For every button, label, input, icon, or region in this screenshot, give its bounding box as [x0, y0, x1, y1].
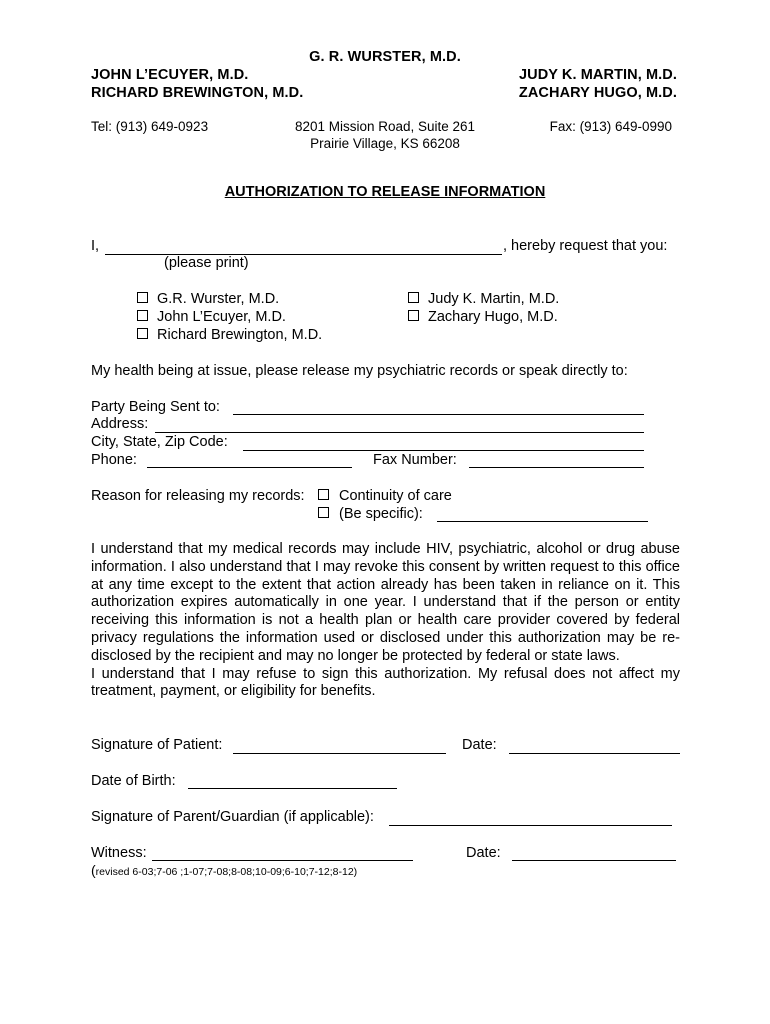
date-label-2: Date:	[466, 845, 501, 861]
header-fax: Fax: (913) 649-0990	[549, 119, 672, 134]
header-address-1: 8201 Mission Road, Suite 261	[294, 119, 476, 134]
date-input-line-2[interactable]	[512, 860, 676, 861]
witness-signature-line[interactable]	[152, 860, 413, 861]
request-suffix: , hereby request that you:	[503, 238, 668, 254]
fax-label: Fax Number:	[373, 452, 457, 468]
doctor-options-right	[408, 290, 559, 326]
header-right-doctor-2: ZACHARY HUGO, M.D.	[518, 85, 677, 101]
please-print-hint: (please print)	[164, 255, 249, 271]
phone-input-line[interactable]	[147, 467, 352, 468]
checkbox-icon[interactable]	[408, 292, 419, 303]
checkbox-icon[interactable]	[137, 328, 148, 339]
city-state-zip-input-line[interactable]	[243, 450, 644, 451]
patient-signature-label: Signature of Patient:	[91, 737, 223, 753]
party-input-line[interactable]	[233, 414, 644, 415]
header-left-doctor-1: JOHN L’ECUYER, M.D.	[91, 67, 249, 83]
release-statement: My health being at issue, please release my psychiatric records or speak directly to:	[91, 363, 628, 379]
witness-label: Witness:	[91, 845, 147, 861]
dob-label: Date of Birth:	[91, 773, 176, 789]
date-label-1: Date:	[462, 737, 497, 753]
doctor-options-left	[137, 290, 322, 344]
consent-text	[91, 541, 680, 701]
party-label: Party Being Sent to:	[91, 399, 220, 415]
checkbox-icon[interactable]	[318, 489, 329, 500]
consent-paragraph-2: I understand that I may refuse to sign this authorization. My refusal does not affect my treatment, payment, or eligibility for benefits.	[91, 665, 680, 700]
header-left-doctor-2: RICHARD BREWINGTON, M.D.	[91, 85, 304, 101]
header-address-2: Prairie Village, KS 66208	[310, 136, 460, 151]
address-label: Address:	[91, 416, 149, 432]
header-right-doctor-1: JUDY K. MARTIN, M.D.	[518, 67, 677, 83]
option-hugo[interactable]: Zachary Hugo, M.D.	[408, 308, 559, 326]
option-martin[interactable]: Judy K. Martin, M.D.	[408, 290, 559, 308]
guardian-signature-line[interactable]	[389, 825, 672, 826]
option-brewington[interactable]: Richard Brewington, M.D.	[137, 326, 322, 344]
header-center-doctor: G. R. WURSTER, M.D.	[309, 49, 461, 65]
checkbox-icon[interactable]	[137, 310, 148, 321]
reason-specific-input-line[interactable]	[437, 521, 648, 522]
request-prefix: I,	[91, 238, 100, 254]
document-title: AUTHORIZATION TO RELEASE INFORMATION	[224, 184, 546, 200]
city-state-zip-label: City, State, Zip Code:	[91, 434, 228, 450]
reason-option-continuity[interactable]: Continuity of care	[318, 488, 452, 504]
guardian-signature-label: Signature of Parent/Guardian (if applicable):	[91, 809, 374, 825]
patient-signature-line[interactable]	[233, 753, 446, 754]
checkbox-icon[interactable]	[137, 292, 148, 303]
consent-paragraph-1: I understand that my medical records may include HIV, psychiatric, alcohol or drug abuse information. I also understand that I may revoke this consent by written request to this office at any time except to the extent that action already has been taken in reliance on it. This authorization expires automatically in one year. I understand that if the person or entity receiving this information is not a health plan or health care provider covered by federal privacy regulations the information used or disclosed under this authorization may be re-disclosed by the recipient and may no longer be protected by federal or state laws.	[91, 541, 680, 664]
date-input-line-1[interactable]	[509, 753, 680, 754]
checkbox-icon[interactable]	[318, 507, 329, 518]
reason-option-specific[interactable]: (Be specific):	[318, 506, 423, 522]
option-lecuyer[interactable]: John L’Ecuyer, M.D.	[137, 308, 322, 326]
header-tel: Tel: (913) 649-0923	[91, 119, 209, 134]
fax-input-line[interactable]	[469, 467, 644, 468]
dob-input-line[interactable]	[188, 788, 397, 789]
address-input-line[interactable]	[155, 432, 644, 433]
reason-label: Reason for releasing my records:	[91, 488, 305, 504]
option-wurster[interactable]: G.R. Wurster, M.D.	[137, 290, 322, 308]
phone-label: Phone:	[91, 452, 137, 468]
checkbox-icon[interactable]	[408, 310, 419, 321]
revision-note: (revised 6-03;7-06 ;1-07;7-08;8-08;10-09;6-10;7-12;8-12)	[91, 862, 358, 878]
